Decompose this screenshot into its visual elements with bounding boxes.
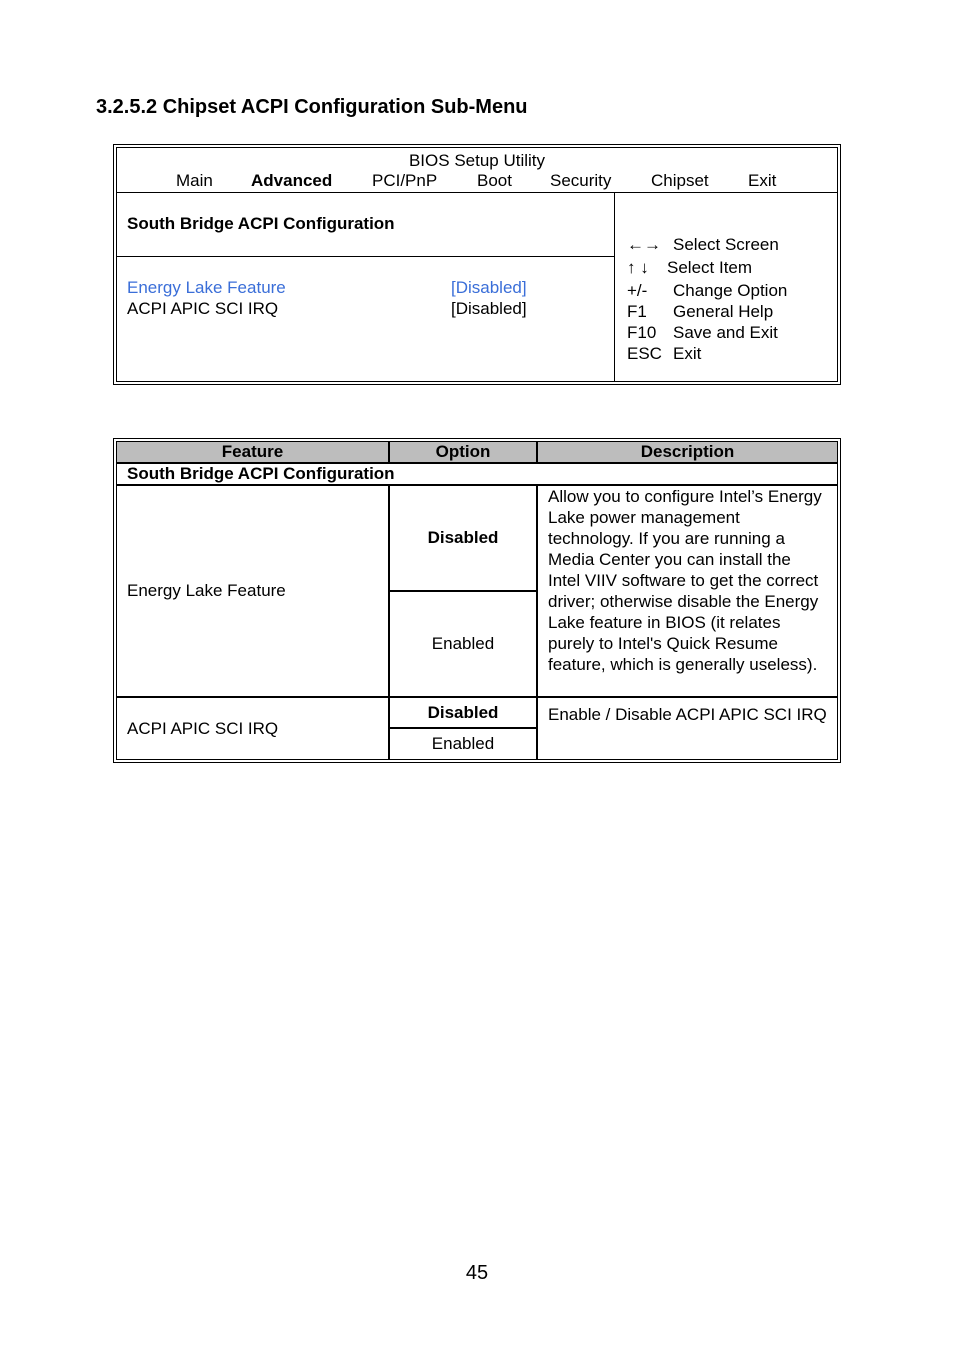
- section-divider: [117, 256, 614, 257]
- option-cell: Disabled: [389, 485, 537, 591]
- feature-table: [113, 438, 841, 763]
- description-cell: Allow you to configure Intel’s Energy Lake power management technology. If you are running a Media Center you can install the Intel VIIV software to get the correct driver; otherwise disable the Energy Lake feature in BIOS (it relates purely to Intel's Quick Resume feature, which is generally useless).: [537, 485, 838, 697]
- up-down-arrow-icon: ↑ ↓: [627, 258, 649, 277]
- bios-value-energy-lake[interactable]: [Disabled]: [451, 278, 527, 297]
- menu-divider: [117, 192, 837, 193]
- bios-value-acpi-apic-sci-irq[interactable]: [Disabled]: [451, 299, 527, 318]
- tab-chipset[interactable]: Chipset: [651, 171, 709, 190]
- table-header-row: [116, 441, 838, 463]
- bios-item-acpi-apic-sci-irq[interactable]: ACPI APIC SCI IRQ: [127, 299, 279, 318]
- bios-item-energy-lake[interactable]: Energy Lake Feature: [127, 278, 286, 297]
- bios-title: BIOS Setup Utility: [408, 151, 546, 170]
- help-select-item: ↑ ↓ Select Item: [627, 258, 753, 277]
- tab-boot[interactable]: Boot: [477, 171, 512, 190]
- tab-advanced[interactable]: Advanced: [251, 171, 333, 190]
- option-cell: Disabled: [389, 697, 537, 728]
- bios-setup-screen: [113, 144, 841, 385]
- table-row: [116, 485, 838, 591]
- tab-main[interactable]: Main: [176, 171, 213, 190]
- option-cell: Enabled: [389, 591, 537, 697]
- header-description: Description: [537, 441, 838, 463]
- section-heading: 3.2.5.2 Chipset ACPI Configuration Sub-Menu: [96, 96, 528, 118]
- table-section-title: South Bridge ACPI Configuration: [116, 463, 838, 485]
- header-option: Option: [389, 441, 537, 463]
- feature-cell: ACPI APIC SCI IRQ: [116, 697, 389, 760]
- tab-exit[interactable]: Exit: [748, 171, 777, 190]
- bios-frame: [116, 147, 838, 382]
- page-number: 45: [465, 1262, 489, 1284]
- help-select-screen: ←→ Select Screen: [627, 235, 779, 254]
- help-save-exit: F10 Save and Exit: [627, 323, 778, 342]
- left-right-arrow-icon: ←→: [627, 235, 661, 254]
- bios-section-title: South Bridge ACPI Configuration: [127, 214, 395, 233]
- option-cell: Enabled: [389, 728, 537, 760]
- help-divider: [614, 192, 615, 381]
- description-cell: Enable / Disable ACPI APIC SCI IRQ: [537, 697, 838, 760]
- table-row: [116, 697, 838, 728]
- help-general-help: F1 General Help: [627, 302, 774, 321]
- help-change-option: +/- Change Option: [627, 281, 788, 300]
- tab-pci-pnp[interactable]: PCI/PnP: [372, 171, 438, 190]
- table-section-row: [116, 463, 838, 485]
- help-exit: ESC Exit: [627, 344, 702, 363]
- header-feature: Feature: [116, 441, 389, 463]
- tab-security[interactable]: Security: [550, 171, 612, 190]
- feature-cell: Energy Lake Feature: [116, 485, 389, 697]
